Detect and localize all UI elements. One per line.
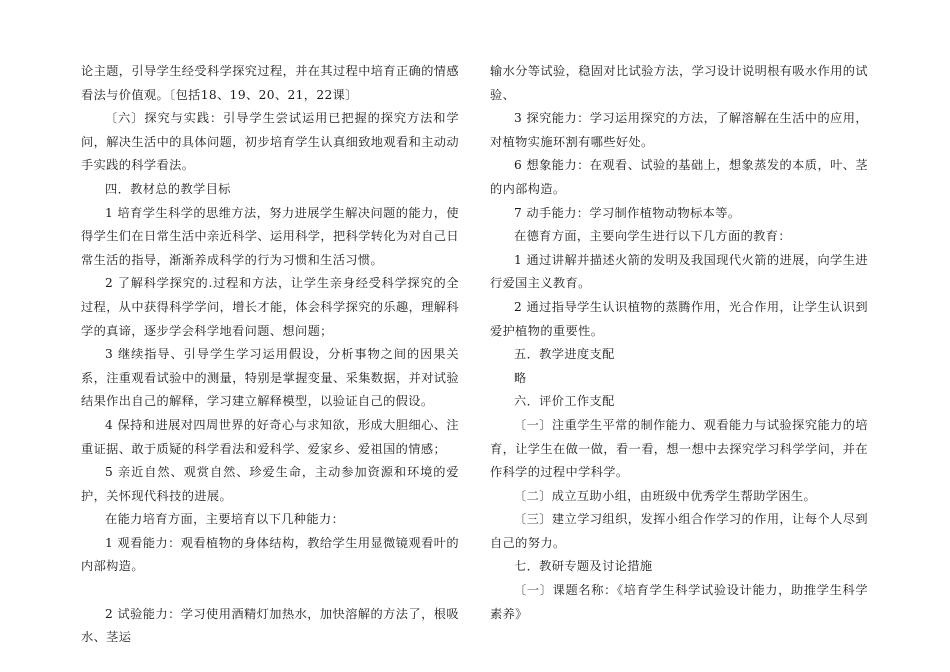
paragraph: 〔一〕注重学生平常的制作能力、观看能力与试验探究能力的培育，让学生在做一做，看一看，想一想中去探究学习科学学问，并在作科学的过程中学科学。 [490,417,868,480]
right-column [490,60,868,626]
paragraph: 论主题，引导学生经受科学探究过程，并在其过程中培育正确的情感看法与价值观。〔包括18、19、20、21，22课〕 [81,64,459,102]
paragraph: 五．教学进度支配 [514,347,615,362]
paragraph: 6 想象能力：在观看、试验的基础上，想象蒸发的本质，叶、茎的内部构造。 [490,158,868,196]
paragraph: 在能力培育方面，主要培育以下几种能力： [105,512,345,527]
paragraph: 7 动手能力：学习制作植物动物标本等。 [514,205,741,220]
paragraph: 5 亲近自然、观赏自然、珍爱生命，主动参加资源和环境的爱护，关怀现代科技的进展。 [81,465,459,503]
paragraph: 3 探究能力：学习运用探究的方法，了解溶解在生活中的应用，对植物实施环割有哪些好处。 [490,111,868,149]
paragraph: 七．教研专题及讨论措施 [514,559,653,574]
paragraph: 略 [514,370,527,385]
paragraph: 四．教材总的教学目标 [105,181,231,196]
paragraph: 3 继续指导、引导学生学习运用假设，分析事物之间的因果关系，注重观看试验中的测量，特别是掌握变量、采集数据，并对试验结果作出自己的解释，学习建立解释模型，以验证自己的假设。 [81,347,459,409]
paragraph: 4 保持和进展对四周世界的好奇心与求知欲，形成大胆细心、注重证据、敢于质疑的科学看法和爱科学、爱家乡、爱祖国的情感； [81,417,459,456]
paragraph: 1 观看能力：观看植物的身体结构，教给学生用显微镜观看叶的内部构造。 [81,535,459,574]
paragraph: 输水分等试验，稳固对比试验方法，学习设计说明根有吸水作用的试验、 [490,64,868,102]
paragraph: 2 了解科学探究的.过程和方法，让学生亲身经受科学探究的全过程，从中获得科学学问，增长才能，体会科学探究的乐趣，理解科学的真谛，逐步学会科学地看问题、想问题； [81,276,459,338]
paragraph: 〔三〕建立学习组织，发挥小组合作学习的作用，让每个人尽到自己的努力。 [490,512,868,550]
paragraph: 1 通过讲解并描述火箭的发明及我国现代火箭的进展，向学生进行爱国主义教育。 [490,252,868,291]
paragraph: 〔一〕课题名称：《培育学生科学试验设计能力，助推学生科学素养》 [490,583,868,621]
paragraph: 2 试验能力：学习使用酒精灯加热水，加快溶解的方法了，根吸水、茎运 [81,606,459,645]
paragraph: 〔六〕探究与实践：引导学生尝试运用已把握的探究方法和学问，解决生活中的具体问题，初步培育学生认真细致地观看和主动动手实践的科学看法。 [81,111,459,173]
paragraph: 1 培育学生科学的思维方法，努力进展学生解决问题的能力，使得学生们在日常生活中亲近科学、运用科学，把科学转化为对自己日常生活的指导，渐渐养成科学的行为习惯和生活习惯。 [81,205,459,267]
paragraph: 在德育方面，主要向学生进行以下几方面的教育： [514,229,791,244]
paragraph: 2 通过指导学生认识植物的蒸腾作用，光合作用，让学生认识到爱护植物的重要性。 [490,299,868,338]
paragraph: 六．评价工作支配 [514,394,615,409]
left-column [81,60,459,650]
paragraph: 〔二〕成立互助小组，由班级中优秀学生帮助学困生。 [514,488,817,503]
